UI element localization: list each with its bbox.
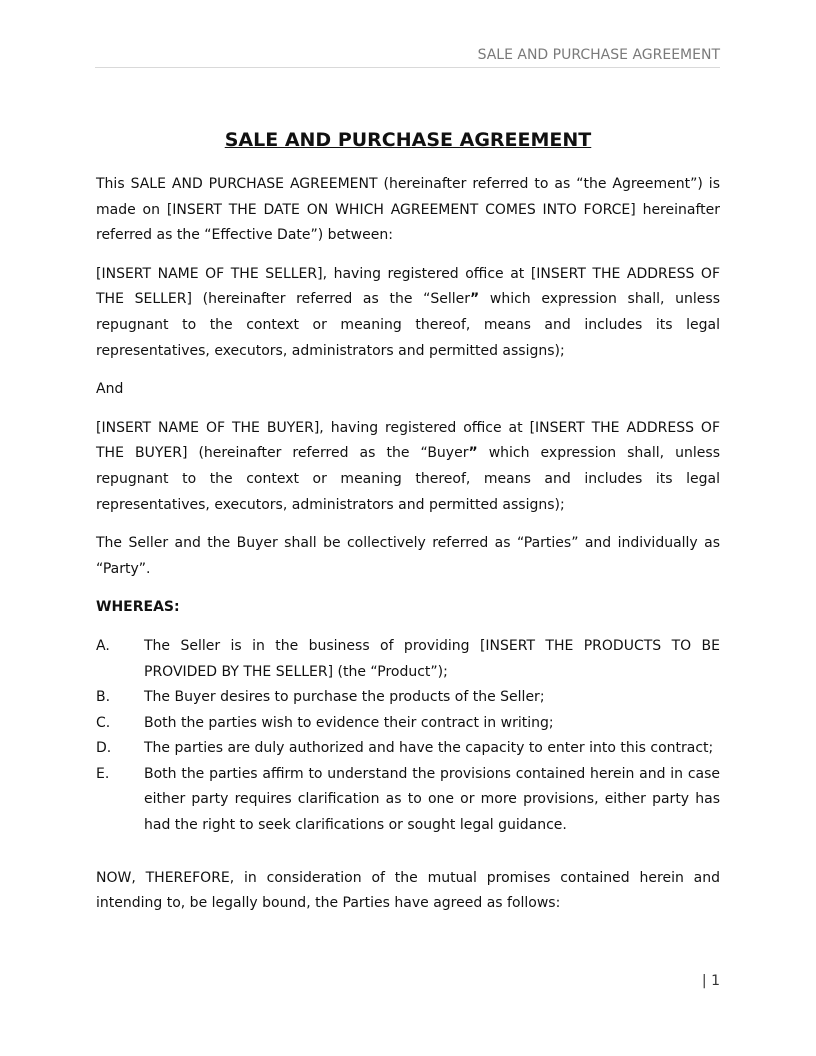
recital-letter: C.: [96, 714, 111, 731]
recital-text: Both the parties affirm to understand the provisions contained herein and in case either party requires clarification as to one or more provisions, either party has had the right to seek clarifications or sought legal guidance.: [144, 765, 720, 834]
recital-item: [96, 762, 720, 839]
document-title: SALE AND PURCHASE AGREEMENT: [224, 129, 592, 151]
seller-paragraph: [96, 262, 720, 364]
recital-text: Both the parties wish to evidence their contract in writing;: [144, 714, 554, 731]
recital-letter: A.: [96, 637, 110, 654]
whereas-heading: WHEREAS:: [96, 599, 180, 616]
buyer-paragraph: [96, 416, 720, 518]
seller-text-end: which expression shall, unless repugnant to the context or meaning thereof, means and includes its legal representatives, executors, administrators and permitted assigns);: [96, 291, 721, 359]
recital-text: The Buyer desires to purchase the products of the Seller;: [144, 689, 545, 706]
running-header: SALE AND PURCHASE AGREEMENT: [95, 47, 720, 68]
buyer-closing-quote: ”: [468, 445, 478, 462]
recital-item: [96, 685, 720, 711]
parties-paragraph: The Seller and the Buyer shall be collectively referred as “Parties” and individually as “Party”.: [96, 535, 720, 577]
recital-text: The parties are duly authorized and have the capacity to enter into this contract;: [144, 740, 714, 757]
intro-paragraph: This SALE AND PURCHASE AGREEMENT (hereinafter referred to as “the Agreement”) is made on [INSERT THE DATE ON WHICH AGREEMENT COMES INTO FORCE] hereinafter referred as the “Effective Date”) between:: [96, 176, 720, 244]
document-body: [96, 128, 720, 930]
recital-item: [96, 711, 720, 737]
and-paragraph: And: [96, 381, 124, 398]
recital-item: [96, 634, 720, 685]
recital-item: [96, 736, 720, 762]
recitals-list: [96, 634, 720, 839]
therefore-paragraph: NOW, THEREFORE, in consideration of the mutual promises contained herein and intending to, be legally bound, the Parties have agreed as follows:: [96, 869, 720, 912]
buyer-text-start: [INSERT NAME OF THE BUYER], having registered office at [INSERT THE ADDRESS OF THE BUYER] (hereinafter referred as the “Buyer: [96, 419, 720, 462]
recital-letter: E.: [96, 765, 110, 782]
page-number: | 1: [701, 973, 720, 989]
recital-text: The Seller is in the business of providing [INSERT THE PRODUCTS TO BE PROVIDED BY THE SELLER] (the “Product”);: [144, 637, 720, 680]
buyer-text-end: which expression shall, unless repugnant to the context or meaning thereof, means and includes its legal representatives, executors, administrators and permitted assigns);: [96, 445, 720, 513]
recital-letter: D.: [96, 740, 112, 757]
seller-closing-quote: ”: [470, 291, 480, 308]
seller-text-start: [INSERT NAME OF THE SELLER], having registered office at [INSERT THE ADDRESS OF THE SELLER] (hereinafter referred as the “Seller: [96, 265, 720, 308]
recital-letter: B.: [96, 689, 111, 706]
